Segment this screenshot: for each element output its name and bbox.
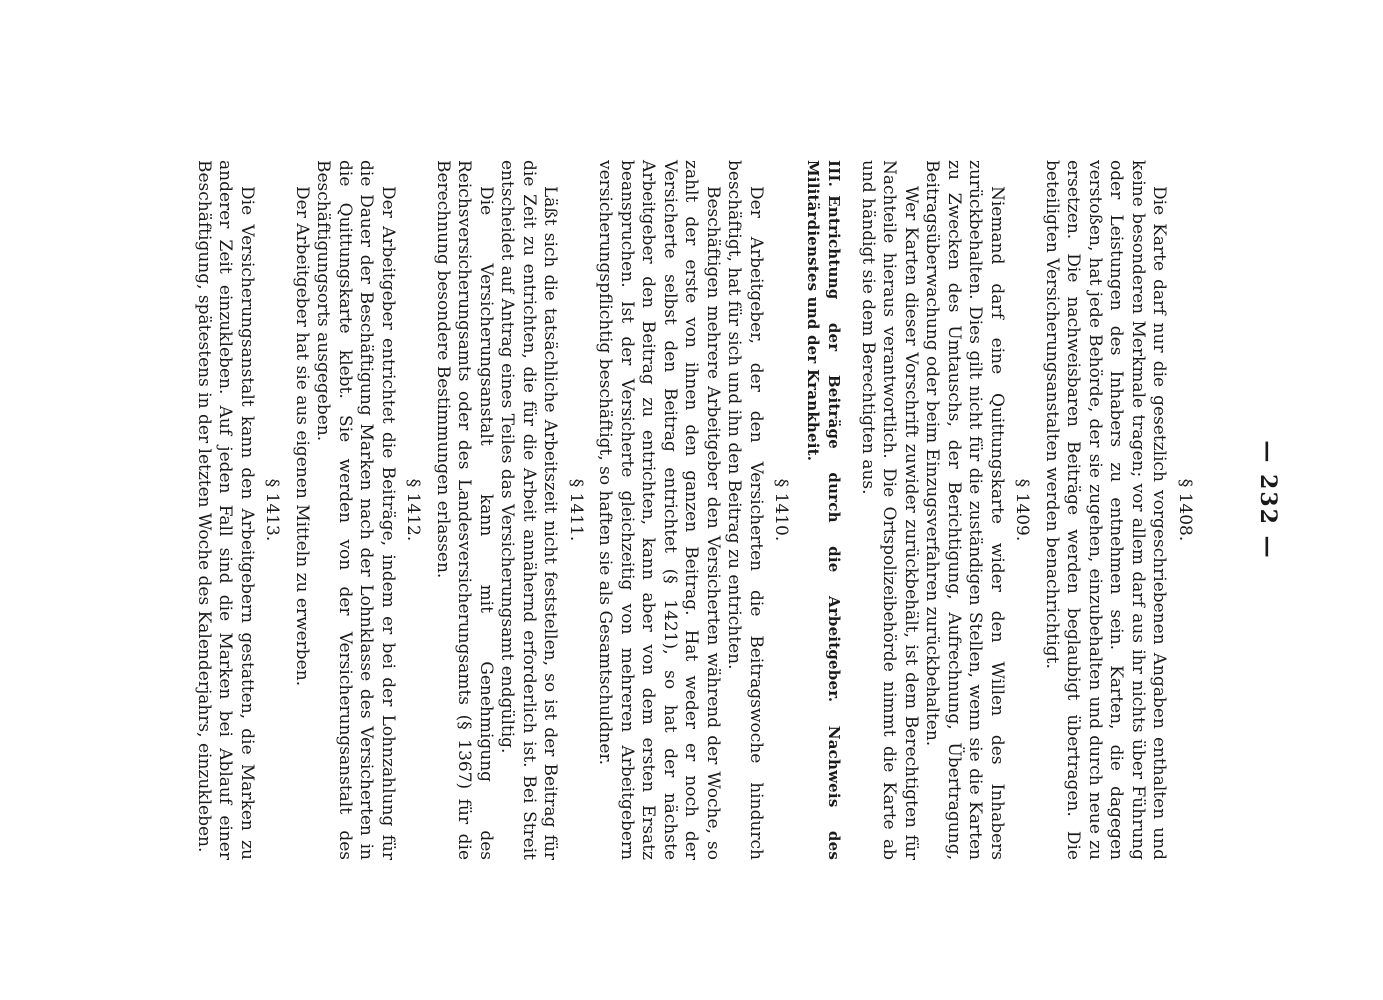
paragraph-1411-1: Läßt sich die tatsächliche Arbeitszeit nicht feststellen, so ist der Beitrag für die Zeit zu entrichten, die für die Arbeit annähernd erforderlich ist. Bei Streit entscheidet auf Antrag eines Teiles das Versicherungsamt endgültig. [497,160,561,860]
paragraph-1412-1: Der Arbeitgeber entrichtet die Beiträge, indem er bei der Lohnzahlung für die Dauer der Beschäftigung Marken nach der Lohnklasse des Versicherten in die Quittungskarte klebt. Sie werden von der Versicherungsanstalt des Beschäftigungsorts ausgegeben. [313,160,398,860]
paragraph-1409-1: Niemand darf eine Quittungskarte wider den Willen des Inhabers zurückbehalten. Dies gilt nicht für die zuständigen Stellen, wenn sie die Karten zu Zwecken des Umtauschs, der Berichtigung, Aufrechnung, Übertragung, Beitragsüberwachung oder beim Einzugsverfahren zurückbehalten. [922,160,1007,860]
chapter-number: III. [825,160,844,188]
paragraph-1412-2: Der Arbeitgeber hat sie aus eigenen Mitteln zu erwerben. [292,186,312,687]
section-title-1409: § 1409. [1012,478,1033,542]
section-title-1413: § 1413. [262,478,283,542]
page-number: — 232 — [1255,440,1281,560]
section-title-1408: § 1408. [1175,478,1195,542]
paragraph-1413-1: Die Versicherungsanstalt kann den Arbeitgebern gestatten, die Marken zu anderer Zeit einzukleben. Auf jeden Fall sind die Marken bei Ablauf einer Beschäftigung, spätestens in der letzten Woche des Kalenderjahrs, einzukleben. [194,160,257,860]
paragraph-1408: Die Karte darf nur die gesetzlich vorgeschriebenen Angaben enthalten und keine besonderen Merkmale tragen; vor allem darf aus ihr nichts über Führung oder Leistungen des Inhabers zu entnehmen sein. Karten, die dagegen verstoßen, hat jede Behörde, der sie zugehen, einzubehalten und durch neue zu ersetzen. Die nachweisbaren Beiträge werden beglaubigt übertragen. Die beteiligten Versicherungsanstalten werden benachrichtigt. [1042,160,1170,860]
text-column [193,160,1204,860]
chapter-title: Entrichtung der Beiträge durch die Arbeitgeber. Nachweis des Militärdienstes und der Krankheit. [804,160,844,860]
section-title-1412: § 1412. [403,478,424,542]
paragraph-1410-1: Der Arbeitgeber, der den Versicherten die Beitragswoche hindurch beschäftigt, hat für sich und ihn den Beitrag zu entrichten. [724,160,766,860]
paragraph-1410-2: Beschäftigen mehrere Arbeitgeber den Versicherten während der Woche, so zahlt der erste von ihnen den ganzen Beitrag. Hat weder er noch der Versicherte selbst den Beitrag entrichtet (§ 1421), so hat der nächste Arbeitgeber den Beitrag zu entrichten, kann aber von dem ersten Ersatz beanspruchen. Ist der Versicherte gleichzeitig von mehreren Arbeitgebern versicherungspflichtig beschäftigt, so haften sie als Gesamtschuldner. [595,160,723,860]
chapter-heading [802,160,845,860]
paragraph-1411-2: Die Versicherungsanstalt kann mit Genehmigung des Reichsversicherungsamts oder des Landesversicherungsamts (§ 1367) für die Berechnung besondere Bestimmungen erlassen. [433,160,496,860]
section-title-1411: § 1411. [566,478,586,542]
paragraph-1409-2: Wer Karten dieser Vorschrift zuwider zurückbehält, ist dem Berechtigten für Nachteile hieraus verantwortlich. Die Ortspolizeibehörde nimmt die Karte ab und händigt sie dem Berechtigten aus. [858,160,921,860]
section-title-1410: § 1410. [771,478,792,542]
